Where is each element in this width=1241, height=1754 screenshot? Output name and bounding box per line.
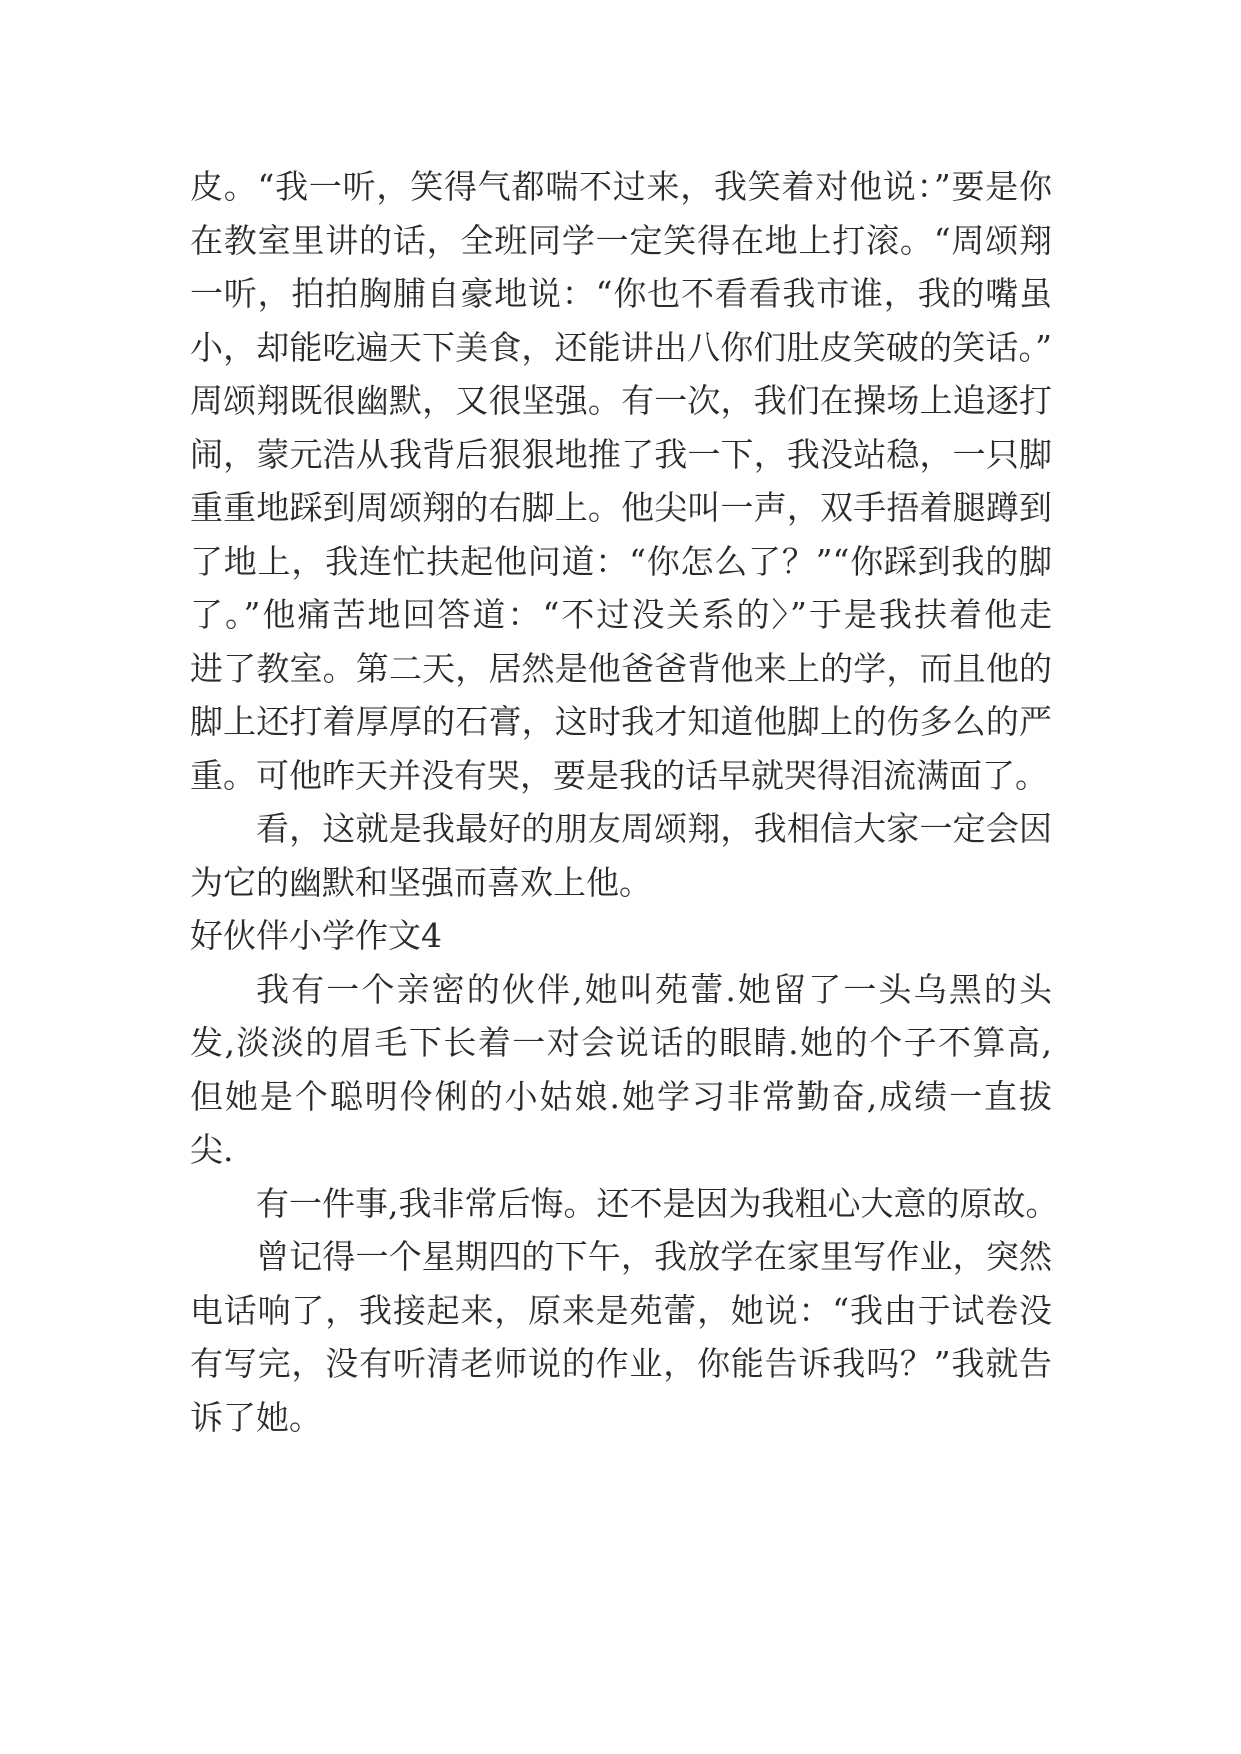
- text-line: 发,淡淡的眉毛下长着一对会说话的眼睛.她的个子不算高,: [190, 1023, 1052, 1062]
- paragraph-first-line: 有一件事,我非常后悔。还不是因为我粗心大意的原故。: [256, 1183, 1059, 1223]
- text-line: 一听，拍拍胸脯自豪地说：“你也不看看我市谁，我的嘴虽: [190, 274, 1052, 313]
- text-line: 但她是个聪明伶俐的小姑娘.她学习非常勤奋,成绩一直拔: [190, 1076, 1052, 1116]
- text-line: 为它的幽默和坚强而喜欢上他。: [190, 862, 652, 902]
- text-line: 小，却能吃遍天下美食，还能讲出八你们肚皮笑破的笑话。”: [190, 327, 1052, 367]
- section-heading: 好伙伴小学作文4: [190, 916, 442, 955]
- text-line: 进了教室。第二天，居然是他爸爸背他来上的学，而且他的: [190, 648, 1052, 688]
- text-line: 重。可他昨天并没有哭，要是我的话早就哭得泪流满面了。: [190, 755, 1048, 795]
- text-line: 周颂翔既很幽默，又很坚强。有一次，我们在操场上追逐打: [190, 381, 1052, 420]
- text-line: 脚上还打着厚厚的石膏，这时我才知道他脚上的伤多么的严: [190, 702, 1052, 741]
- text-line: 诉了她。: [190, 1397, 322, 1437]
- paragraph-first-line: 我有一个亲密的伙伴,她叫苑蕾.她留了一头乌黑的头: [256, 969, 1052, 1009]
- text-line: 在教室里讲的话，全班同学一定笑得在地上打滚。“周颂翔: [190, 220, 1052, 260]
- text-line: 有写完，没有听清老师说的作业，你能告诉我吗？”我就告: [190, 1344, 1052, 1383]
- text-line: 闹，蒙元浩从我背后狠狠地推了我一下，我没站稳，一只脚: [190, 434, 1052, 474]
- text-line: 重重地踩到周颂翔的右脚上。他尖叫一声，双手捂着腿蹲到: [190, 488, 1052, 527]
- text-line: 了地上，我连忙扶起他问道：“你怎么了？”“你踩到我的脚: [190, 541, 1052, 581]
- text-line: 电话响了，我接起来，原来是苑蕾，她说：“我由于试卷没: [190, 1290, 1052, 1330]
- text-line: 尖.: [190, 1130, 234, 1169]
- paragraph-first-line: 曾记得一个星期四的下午，我放学在家里写作业，突然: [256, 1237, 1052, 1276]
- document-body: [190, 160, 1059, 1444]
- paragraph-first-line: 看，这就是我最好的朋友周颂翔，我相信大家一定会因: [256, 809, 1052, 848]
- text-line: 了。”他痛苦地回答道：“不过没关系的〉”于是我扶着他走: [190, 595, 1052, 634]
- text-line: 皮。“我一听，笑得气都喘不过来，我笑着对他说：”要是你: [190, 167, 1052, 206]
